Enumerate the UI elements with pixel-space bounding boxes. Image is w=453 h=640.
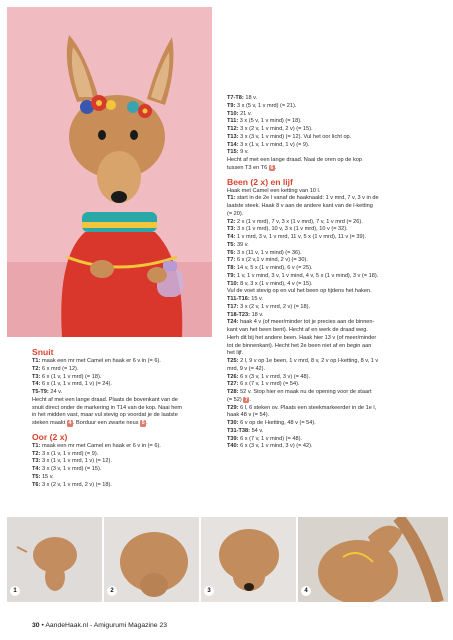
- instruction-line: T7: 6 x (2 v,1 v mind, 2 v) (= 30).: [227, 257, 308, 264]
- section-heading-benen: Been (2 x) en lijf: [227, 176, 293, 187]
- ear-attach-photo: [298, 517, 448, 602]
- instruction-line: T9: 3 x (5 v, 1 v mrd) (= 21).: [227, 102, 297, 109]
- benen-instructions: [227, 195, 432, 397]
- instruction-line: T15: 9 v.: [227, 149, 249, 156]
- instruction-line: haak 48 v (= 54).: [227, 412, 270, 419]
- instruction-line: T1: maak een mr met Camel en haak er 6 v in (= 6).: [32, 358, 161, 364]
- step-badge: 5: [141, 420, 145, 426]
- instruction-line: (= 52) 7 .: [227, 396, 251, 403]
- instruction-line: T2: 3 x (1 v, 1 v mrd) (= 9).: [32, 450, 99, 457]
- instruction-line: T6: 3 x (2 v, 1 v mrd, 2 v) (= 18).: [32, 481, 112, 488]
- step-photo-3: [201, 517, 296, 602]
- step-photo-2: [104, 517, 199, 602]
- instruction-line: laatste steek. Haak 8 v aan de andere kant van de l-ketting: [227, 203, 373, 209]
- instruction-line: T5: 39 v.: [227, 241, 249, 248]
- right-column: [227, 95, 432, 451]
- intro-line: Haak met Camel een ketting van 10 l.: [227, 187, 321, 194]
- snout-photo: [7, 517, 102, 602]
- instruction-line: T11: 3 x (5 v, 1 v mind) (= 18).: [227, 118, 302, 125]
- instruction-line: T30: 6 v op de l-ketting, 48 v (= 54).: [227, 420, 316, 426]
- instruction-line: het lijf.: [227, 350, 244, 357]
- step-photo-4: [298, 517, 448, 602]
- step-badge: 6: [270, 164, 274, 171]
- instruction-line: T26: 6 x (3 v, 1 v mrd, 3 v) (= 48).: [227, 373, 311, 380]
- instruction-line: T8: 14 v, 5 x (1 v mind), 6 v (= 25).: [227, 265, 313, 271]
- instruction-line: T25: 2 l, 9 v op 1e been, 1 v mrd, 8 v, 2 v op l-ketting, 8 v, 1 v: [227, 358, 379, 364]
- instruction-line: T7-T8: 18 v.: [227, 95, 258, 101]
- instruction-line: Herh dit bij het andere been. Haak hier 13 v (of meer/minder: [227, 334, 377, 341]
- instruction-line: T2: 2 x (1 v mrd), 7 v, 3 x (1 v mrd), 7 v, 1 v mrd (= 26).: [227, 218, 363, 225]
- instruction-line: T4: 1 v mrd, 3 v, 1 v mrd, 11 v, 5 x (1 v mrd), 11 v (= 39).: [227, 234, 366, 240]
- step-number: 1: [10, 586, 20, 596]
- step-badge: 4: [68, 420, 72, 426]
- step-badge: 7: [244, 396, 248, 403]
- instruction-line: T13: 3 x (3 v, 1 v mind) (= 12). Vul het oor licht op.: [227, 133, 352, 140]
- instruction-line: T24: haak 4 v (of meer/minder tot je precies aan de binnen-: [227, 319, 375, 326]
- instruction-line: tot de binnenkant). Hecht het 2e been niet af en begin aan: [227, 342, 372, 349]
- page-number: 30: [32, 622, 40, 629]
- benen-instructions-continued: [227, 405, 432, 452]
- instruction-line: T4: 3 x (3 v, 1 v mrd) (= 15).: [32, 466, 102, 472]
- instruction-line: kant van het been bent). Hecht af en werk de draad weg.: [227, 327, 368, 333]
- instruction-line: T2: 6 x mrd (= 12).: [32, 365, 79, 372]
- instruction-line: T12: 3 x (2 v, 1 v mind, 2 v) (= 15).: [227, 126, 313, 132]
- instruction-line: T4: 6 x (1 v, 1 v mrd, 1 v) (= 24).: [32, 381, 112, 388]
- instruction-line: T1: start in de 2e l vanaf de haaknaald: 1 v mrd, 7 v, 3 v in de: [227, 195, 379, 202]
- instruction-line: T10: 8 v, 3 x (1 v mind), 4 v (= 15).: [227, 280, 313, 287]
- instruction-line: T10: 21 v.: [227, 110, 252, 117]
- note-line: in het midden vast, maar vul stevig op voordat je de laatste: [32, 412, 178, 419]
- step-number: 3: [204, 586, 214, 596]
- instruction-line: T3: 3 x (1 v, 1 v mrd, 1 v) (= 12).: [32, 458, 112, 465]
- step-photo-1: [7, 517, 102, 602]
- instruction-line: T1: maak een mr met Camel en haak er 6 v in (= 6).: [32, 442, 161, 449]
- note-line: Hecht af met een lange draad. Naai de oren op de kop: [227, 157, 362, 163]
- instruction-line: T31-T38: 54 v.: [227, 427, 264, 434]
- instruction-line: T5-T9: 24 v.: [32, 389, 63, 395]
- page-footer: [32, 622, 167, 629]
- step-number: 4: [301, 586, 311, 596]
- instruction-line: T11-T16: 15 v.: [227, 296, 263, 302]
- instruction-line: T5: 15 v.: [32, 473, 54, 480]
- head-front-photo: [201, 517, 296, 602]
- head-back-photo: [104, 517, 199, 602]
- kangaroo-illustration: [7, 7, 212, 337]
- instruction-line: T14: 3 x (1 v, 1 v mind, 1 v) (= 9).: [227, 141, 310, 148]
- publication-name: AandeHaak.nl - Amigurumi Magazine 23: [45, 622, 168, 629]
- note-line: tussen T3 en T6 6 .: [227, 164, 277, 171]
- step-number: 2: [107, 586, 117, 596]
- left-column: [32, 345, 212, 489]
- note-line: Hecht af met een lange draad. Plaats de bovenkant van de: [32, 396, 178, 403]
- instruction-line: T3: 6 x (1 v, 1 v mrd) (= 18).: [32, 373, 102, 380]
- instruction-line: T28: 52 v. Stop hier en maak nu de opening voor de staart: [227, 389, 372, 395]
- instruction-line: Vul de voet stevig op en vul het been op tijdens het haken.: [227, 288, 372, 295]
- instruction-line: T39: 6 x (7 v, 1 v mind) (= 48).: [227, 435, 302, 442]
- note-line: snuit direct onder de markering in T14 van de kop. Naai hem: [32, 404, 183, 411]
- instruction-line: T27: 6 x (7 v, 1 v mrd) (= 54).: [227, 381, 300, 388]
- instruction-line: T3: 3 x (1 v mrd), 10 v, 3 x (1 v mrd), 10 v (= 32).: [227, 226, 348, 233]
- instruction-line: (= 20).: [227, 210, 244, 217]
- instruction-line: T9: 1 v, 1 v mind, 3 v, 1 v mind, 4 v, 5 x (1 v mind), 3 v (= 18).: [227, 272, 379, 279]
- section-heading-snuit: Snuit: [32, 347, 54, 357]
- instruction-line: T18-T23: 18 v.: [227, 311, 264, 318]
- footer-bullet: •: [41, 622, 44, 629]
- kangaroo-photo: [7, 7, 212, 337]
- note-line: steken maakt 4 . Borduur een zwarte neus 5 .: [32, 420, 148, 426]
- instruction-line: T40: 6 x (3 v, 1 v mind, 3 v) (= 42).: [227, 443, 313, 450]
- instruction-line: T29: 6 l, 6 steken ov. Plaats een steekmarkeerder in de 1e l,: [227, 404, 377, 411]
- section-heading-oor: Oor (2 x): [32, 431, 68, 442]
- instruction-line: T6: 3 x (11 v, 1 v mind) (= 36).: [227, 249, 302, 256]
- instruction-line: T17: 3 x (2 v, 1 v mrd, 2 v) (= 18).: [227, 303, 311, 310]
- instruction-line: mrd, 9 v (= 42).: [227, 365, 266, 372]
